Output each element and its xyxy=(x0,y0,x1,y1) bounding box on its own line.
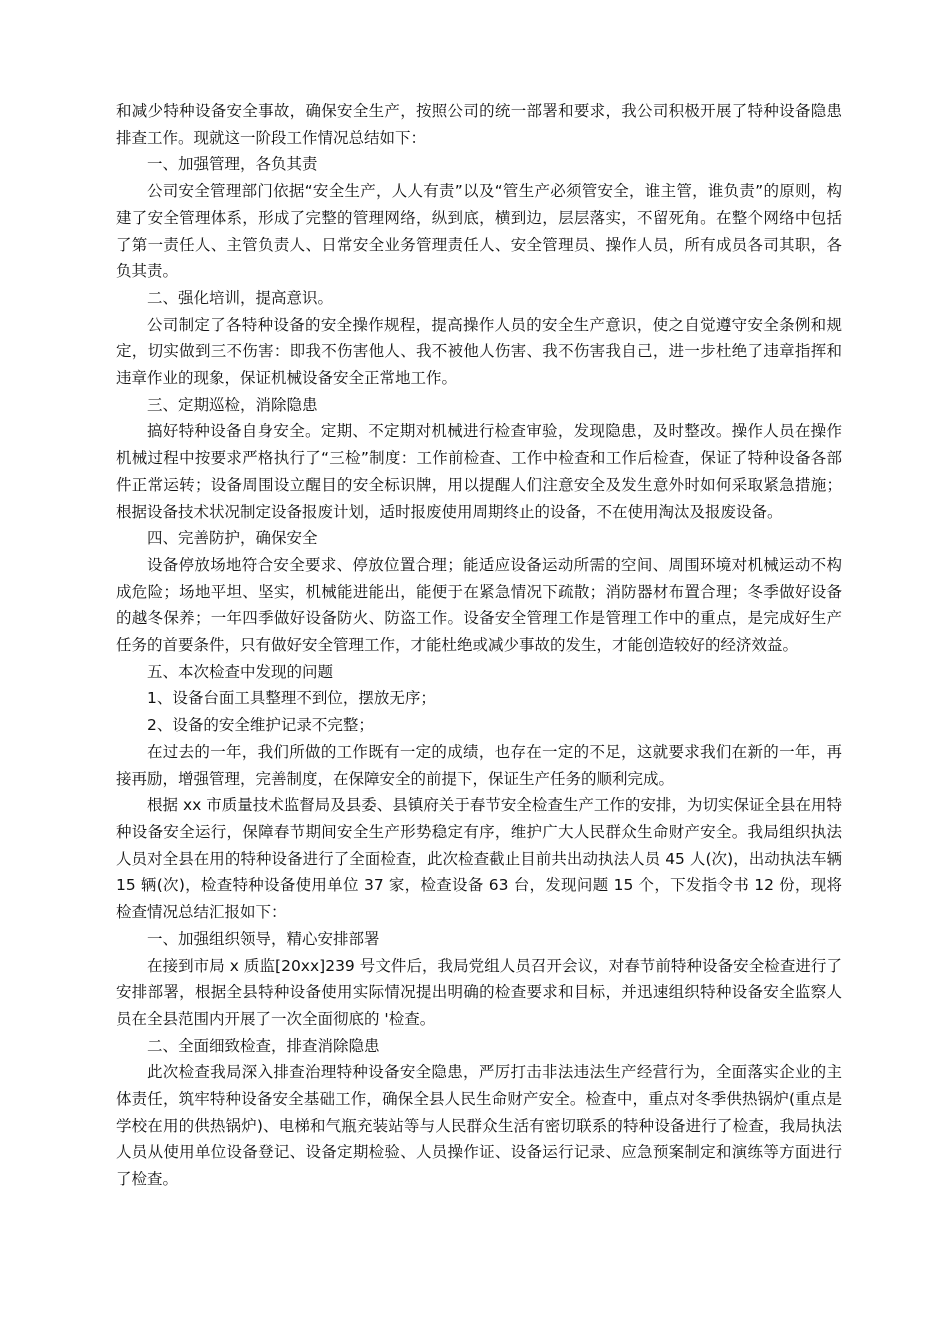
paragraph-deployment: 在接到市局 x 质监[20xx]239 号文件后，我局党组人员召开会议，对春节前特种设备安全检查进行了安排部署，根据全县特种设备使用实际情况提出明确的检查要求和目标，并迅速组织特种设备安全监察人员在全县范围内开展了一次全面彻底的 '检查。 xyxy=(116,956,842,1028)
paragraph-protection: 设备停放场地符合安全要求、停放位置合理；能适应设备运动所需的空间、周围环境对机械运动不构成危险；场地平坦、坚实，机械能进能出，能便于在紧急情况下疏散；消防器材布置合理；冬季做好设备的越冬保养；一年四季做好设备防火、防盗工作。设备安全管理工作是管理工作中的重点，是完成好生产任务的首要条件，只有做好安全管理工作，才能杜绝或减少事故的发生，才能创造较好的经济效益。 xyxy=(116,555,842,655)
section-heading-1: 一、加强管理，各负其责 xyxy=(147,155,318,174)
paragraph-issue-2: 2、设备的安全维护记录不完整； xyxy=(147,716,374,735)
paragraph-county-report: 根据 xx 市质量技术监督局及县委、县镇府关于春节安全检查生产工作的安排，为切实保证全县在用特种设备安全运行，保障春节期间安全生产形势稳定有序，维护广大人民群众生命财产安全。我局组织执法人员对全县在用的特种设备进行了全面检查，此次检查截止目前共出动执法人员 45 人(次)，出动执法车辆 15 辆(次)，检查特种设备使用单位 37 家，检查设备 63 台，发现问题 15 个，下发指令书 12 份，现将检查情况总结汇报如下： xyxy=(116,796,842,922)
section-heading-6: 一、加强组织领导，精心安排部署 xyxy=(147,929,380,948)
section-heading-4: 四、完善防护，确保安全 xyxy=(147,529,318,548)
section-heading-2: 二、强化培训，提高意识。 xyxy=(147,288,334,307)
paragraph-management-system: 公司安全管理部门依据“安全生产，人人有责”以及“管生产必须管安全，谁主管，谁负责”的原则，构建了安全管理体系，形成了完整的管理网络，纵到底，横到边，层层落实，不留死角。在整个网络中包括了第一责任人、主管负责人、日常安全业务管理责任人、安全管理员、操作人员，所有成员各司其职，各负其责。 xyxy=(116,182,842,281)
paragraph-summary: 在过去的一年，我们所做的工作既有一定的成绩，也存在一定的不足，这就要求我们在新的一年，再接再励，增强管理，完善制度，在保障安全的前提下，保证生产任务的顺利完成。 xyxy=(116,742,842,788)
document-page xyxy=(116,98,842,1193)
section-heading-5: 五、本次检查中发现的问题 xyxy=(147,662,334,681)
paragraph-intro: 和减少特种设备安全事故，确保安全生产，按照公司的统一部署和要求，我公司积极开展了特种设备隐患排查工作。现就这一阶段工作情况总结如下： xyxy=(116,102,842,147)
paragraph-thorough-check: 此次检查我局深入排查治理特种设备安全隐患，严厉打击非法违法生产经营行为，全面落实企业的主体责任，筑牢特种设备安全基础工作，确保全县人民生命财产安全。检查中，重点对冬季供热锅炉(重点是学校在用的供热锅炉)、电梯和气瓶充装站等与人民群众生活有密切联系的特种设备进行了检查，我局执法人员从使用单位设备登记、设备定期检验、人员操作证、设备运行记录、应急预案制定和演练等方面进行了检查。 xyxy=(116,1063,842,1189)
section-heading-7: 二、全面细致检查，排查消除隐患 xyxy=(147,1036,380,1055)
section-heading-3: 三、定期巡检，消除隐患 xyxy=(147,395,318,414)
paragraph-inspection: 搞好特种设备自身安全。定期、不定期对机械进行检查审验，发现隐患，及时整改。操作人员在操作机械过程中按要求严格执行了“三检”制度：工作前检查、工作中检查和工作后检查，保证了特种设备各部件正常运转；设备周围设立醒目的安全标识牌，用以提醒人们注意安全及发生意外时如何采取紧急措施；根据设备技术状况制定设备报废计划，适时报废使用周期终止的设备，不在使用淘汰及报废设备。 xyxy=(116,422,842,521)
paragraph-training: 公司制定了各特种设备的安全操作规程，提高操作人员的安全生产意识，使之自觉遵守安全条例和规定，切实做到三不伤害：即我不伤害他人、我不被他人伤害、我不伤害我自己，进一步杜绝了违章指挥和违章作业的现象，保证机械设备安全正常地工作。 xyxy=(116,315,842,388)
paragraph-issue-1: 1、设备台面工具整理不到位，摆放无序； xyxy=(147,689,436,708)
